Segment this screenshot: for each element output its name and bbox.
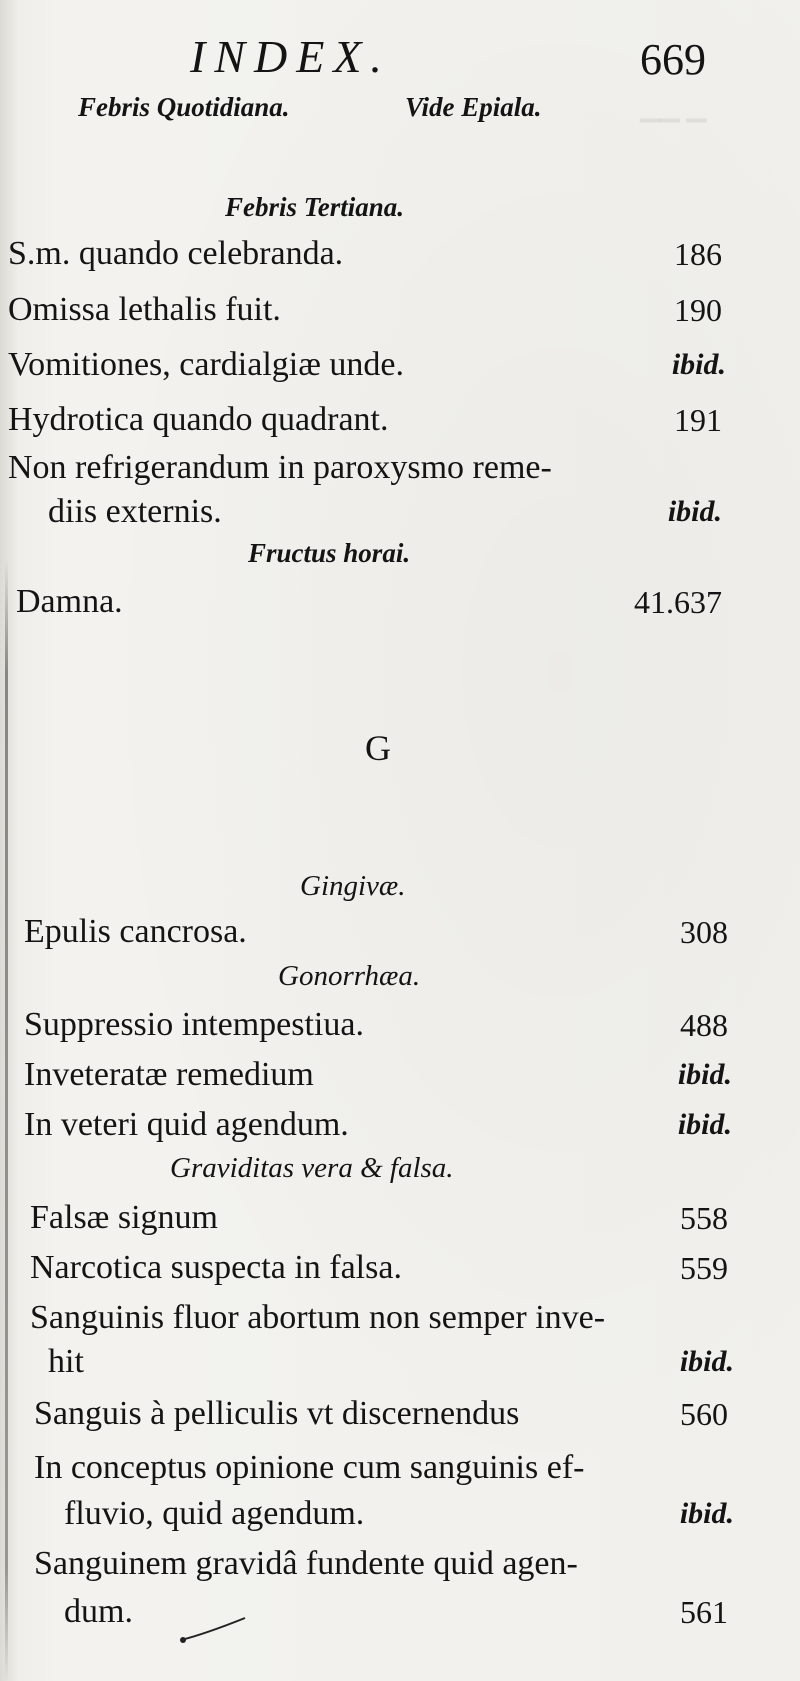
index-entry [0,232,800,276]
entry-ref: ibid. [679,1497,734,1530]
cross-reference-heading: Febris Quotidiana. [78,92,290,122]
index-entry [0,1103,800,1147]
entry-text: Sanguis à pelliculis vt discernendus [34,1395,520,1432]
entry-ref: 488 [680,1007,728,1043]
index-entry [0,490,800,534]
index-entry [0,1296,800,1340]
index-entry [0,1392,800,1436]
index-entry [0,1446,800,1490]
index-entry [0,1053,800,1097]
ink-mark [175,1610,255,1650]
entry-text: fluvio, quid agendum. [64,1495,365,1532]
running-header: INDEX. [190,31,391,82]
entry-text: In veteri quid agendum. [24,1106,349,1143]
index-entry [0,398,800,442]
index-entry [0,288,800,332]
entry-text: Damna. [16,583,123,620]
index-entry [0,446,800,490]
section-heading: Gonorrhæa. [278,960,421,992]
entry-text: diis externis. [48,493,222,530]
entry-ref: ibid. [679,1345,734,1378]
entry-ref: ibid. [671,348,726,381]
entry-text: Hydrotica quando quadrant. [8,401,389,438]
entry-ref: ibid. [667,495,722,528]
entry-ref: 41.637 [634,584,722,620]
entry-ref: 561 [680,1594,728,1630]
entry-text: In conceptus opinione cum sanguinis ef- [34,1449,585,1486]
cross-reference-see: Vide Epiala. [405,92,542,122]
entry-ref: 191 [674,402,722,438]
index-entry [0,1542,800,1586]
entry-text: hit [48,1343,84,1380]
entry-text: dum. [64,1593,133,1630]
section-heading: Fructus horai. [248,538,411,568]
entry-text: Omissa lethalis fuit. [8,291,281,328]
section-heading: Graviditas vera & falsa. [170,1152,454,1184]
entry-text: Vomitiones, cardialgiæ unde. [8,346,404,383]
index-entry [0,1590,800,1634]
bleed-through: ▁▁ ▁ [640,93,707,122]
entry-ref: ibid. [677,1108,732,1141]
entry-text: Falsæ signum [30,1199,218,1236]
letter-heading: G [365,728,391,768]
entry-ref: 559 [680,1250,728,1286]
entry-text: Sanguinis fluor abortum non semper inve- [30,1299,606,1336]
index-entry [0,1492,800,1536]
entry-ref: 558 [680,1200,728,1236]
index-entry [0,910,800,954]
entry-ref: 308 [680,914,728,950]
index-entry [0,1340,800,1384]
entry-ref: 190 [674,292,722,328]
entry-ref: 186 [674,236,722,272]
index-entry [0,1003,800,1047]
page-number: 669 [640,35,706,84]
entry-text: S.m. quando celebranda. [8,235,344,272]
entry-ref: ibid. [677,1058,732,1091]
entry-text: Narcotica suspecta in falsa. [30,1249,402,1286]
section-heading: Febris Tertiana. [225,192,405,222]
entry-text: Inveteratæ remedium [24,1056,314,1093]
section-heading: Gingivæ. [300,870,406,902]
entry-text: Sanguinem gravidâ fundente quid agen- [34,1545,578,1582]
entry-text: Suppressio intempestiua. [24,1006,364,1043]
index-entry [0,1196,800,1240]
entry-text: Non refrigerandum in paroxysmo reme- [8,449,552,486]
index-entry [0,343,800,387]
entry-ref: 560 [680,1396,728,1432]
index-entry [0,1246,800,1290]
entry-text: Epulis cancrosa. [24,913,247,950]
index-entry [0,580,800,624]
